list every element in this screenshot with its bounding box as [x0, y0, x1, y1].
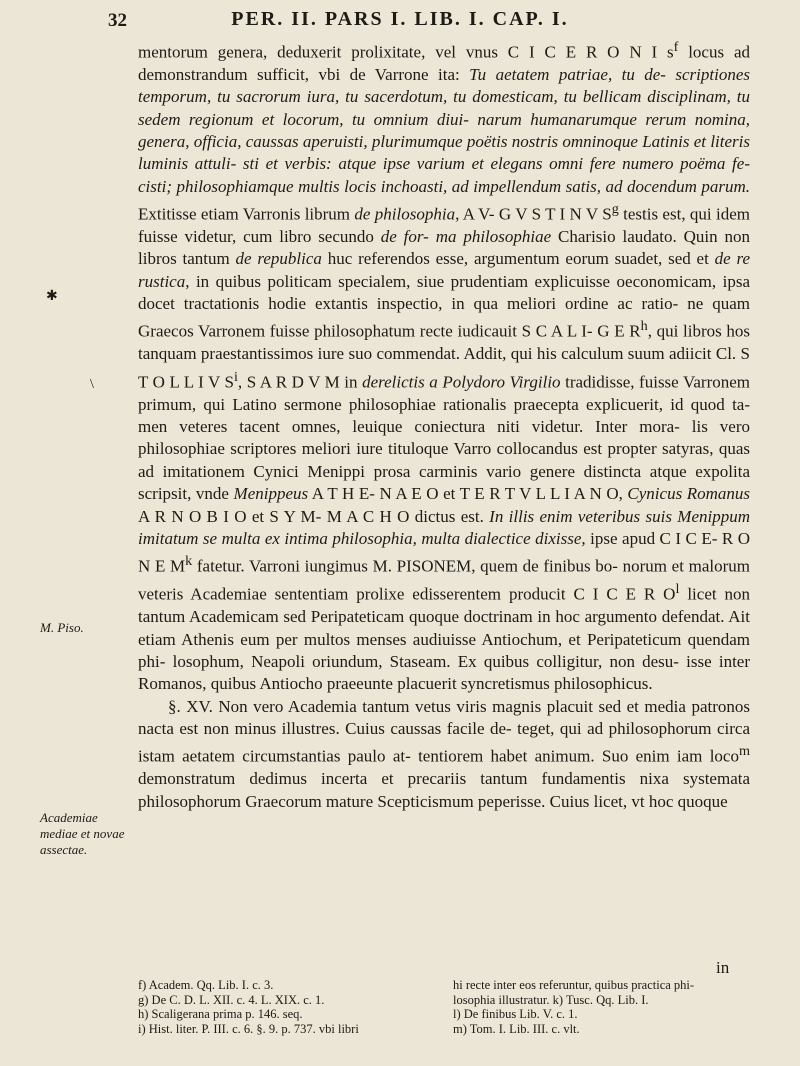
margin-asterisk-mark: ✱ [46, 289, 58, 304]
footnote-g: g) De C. D. L. XII. c. 4. L. XIX. c. 1. [138, 992, 325, 1007]
main-text [138, 36, 750, 813]
footnote-l: l) De finibus Lib. V. c. 1. [453, 1007, 578, 1021]
margin-tick-mark: \ [90, 377, 94, 392]
footnotes-right-column [453, 978, 750, 1036]
paragraph-1: mentorum genera, deduxerit prolixitate, vel vnus C I C E R O N I $s^f$ locus ad demonstrandum sufficit, vbi de Varrone ita: Tu aetatem patriae, tu de- scriptiones temporum, tu sacrorum iura, tu sacerdotum, tu domesticam, tu bellicam disciplinam, tu sedem regionum et locorum, tu omnium diui- narum humanarumque rerum nomina, genera, officia, caussas aperuisti, plurimumque poëtis nostris omninoque Latinis et literis luminis attuli- sti et verbis: atque ipse varium et elegans omni fere numero poëma fe- cisti; philosophiamque multis locis inchoasti, ad impellendum satis, ad docendum parum. Extitisse etiam Varronis librum de philosophia, A V- G V S T I N V $S^g$ testis est, qui idem fuisse videtur, cum libro secundo de for- ma philosophiae Charisio laudato. Quin non libros tantum de republica huc referendos esse, argumentum eorum suadet, sed et de re rustica, in quibus politicam specialem, siue prudentiam explicuisse oeconomicam, ipsa docet tractationis hodie extantis inspectio, in qua meliori ordine ac ratio- ne quam Graecos Varronem fuisse philosophatum recte iudicauit S C A L I- G E $R^h$, qui libros hos tanquam praestantissimos iure suo commendat. Addit, qui his calculum suum adiicit Cl. S T O L L I V $S^i$, S A R D V M in derelictis a Polydoro Virgilio tradidisse, fuisse Varronem primum, qui Latino sermone philosophiae rationalis praecepta explicuerit, id quod ta- men veteres tacent omnes, leuique coniectura niti videtur. Inter mora- lis vero philosophiae scriptores meliori iure tituloque Varro collocandus est propter satyras, quas ad imitationem Cynici Menippi prosa carminis vario genere distincta atque expolita scripsit, vnde Menippeus A T H E- N A E O et T E R T V L L I A N O, Cynicus Romanus A R N O B I O et S Y M- M A C H O dictus est. In illis enim veteribus suis Menippum imitatum se multa ex intima philosophia, multa dialectice dixisse, ipse apud C I C E- R O N E $M^k$ fatetur. Varroni iungimus M. PISONEM, quem de finibus bo- norum et malorum veteris Academiae sententiam prolixe edisserentem producit C I C E R $O^l$ licet non tantum Academicam sed Peripateticam quoque doctrinam in hoc argumento defendat. Ait etiam Athenis eum per multos menses audiuisse Antiochum, et Peripateticum quendam phi- losophum, Neapoli oriundum, Staseam. Ex quibus colligitur, non desu- isse inter Romanos, quibus Antiocho praeeunte placuerit syncretismus philosophicus. [138, 39, 751, 694]
footnote-i-cont: hi recte inter eos referuntur, quibus practica phi- [453, 978, 695, 992]
footnotes-left-column [138, 978, 435, 1036]
footnote-f: f) Academ. Qq. Lib. I. c. 3. [138, 978, 274, 992]
footnotes [138, 978, 750, 1036]
footnote-h: h) Scaligerana prima p. 146. seq. [138, 1007, 303, 1021]
margin-note-academiae: Academiae mediae et novae assectae. [40, 810, 125, 857]
catchword: in [716, 958, 730, 977]
footnote-k: losophia illustratur. k) Tusc. Qq. Lib. I. [453, 992, 649, 1007]
paragraph-2: §. XV. Non vero Academia tantum vetus viris magnis placuit sed et media patronos nacta est non minus illustres. Cuius caussas facile de- teget, qui ad philosophorum circa istam aetatem circumstantias paulo at- tentiorem habet animum. Suo enim iam loco$^m$ demonstratum dedimus incerta et precariis tantum fundamentis nixa systemata philosophorum Graecorum mature Scepticismum peperisse. Cuius licet, vt hoc quoque [138, 696, 751, 811]
running-title: PER. II. PARS I. LIB. I. CAP. I. [231, 8, 569, 30]
margin-note-piso: M. Piso. [40, 620, 84, 635]
page-number: 32 [108, 10, 127, 31]
footnote-m: m) Tom. I. Lib. III. c. vlt. [453, 1021, 580, 1036]
footnote-i: i) Hist. liter. P. III. c. 6. §. 9. p. 737. vbi libri [138, 1021, 359, 1036]
